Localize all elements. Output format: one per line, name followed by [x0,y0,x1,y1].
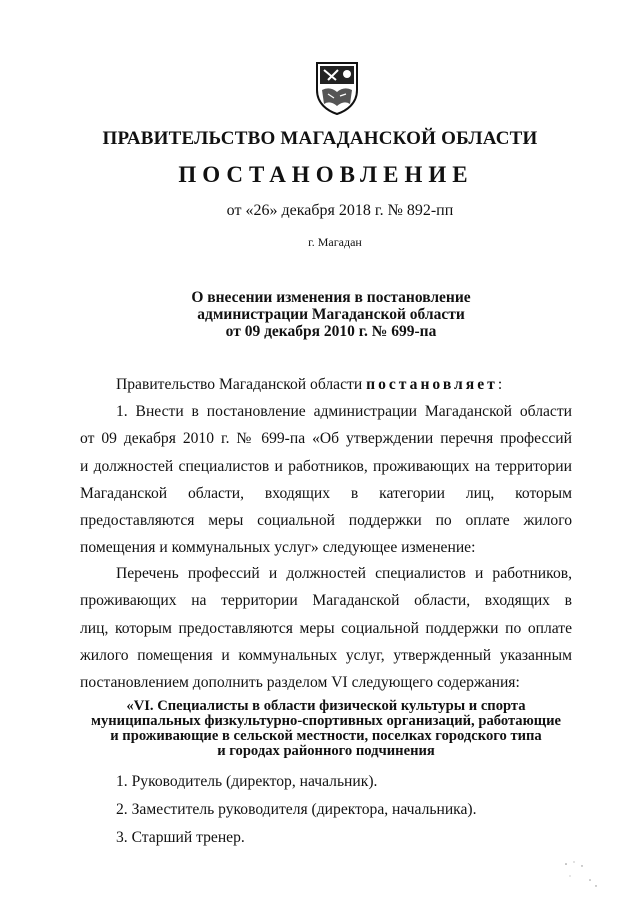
section-heading-line: муниципальных физкультурно-спортивных организаций, работающие [91,713,561,729]
document-subject [0,289,640,340]
subject-line: от 09 декабря 2010 г. № 699-па [225,323,437,340]
paragraph-2 [80,560,572,696]
list-item: 2. Заместитель руководителя (директора, начальника). [116,801,477,818]
government-title: ПРАВИТЕЛЬСТВО МАГАДАНСКОЙ ОБЛАСТИ [102,128,538,149]
paragraph-line: предоставляются меры социальной поддержки по оплате жилого [80,512,572,530]
intro-verb: постановляет [366,376,498,393]
subject-line: О внесении изменения в постановление [191,289,471,306]
paragraph-line: от 09 декабря 2010 г. № 699-па «Об утверждении перечня профессий [80,430,572,448]
paragraph-line: и должностей специалистов и работников, проживающих на территории [80,457,572,475]
date-and-number: от «26» декабря 2018 г. № 892-пп [226,202,454,219]
city-line: г. Магадан [308,235,362,249]
subject-line: администрации Магаданской области [197,306,465,323]
intro-end: : [497,376,503,393]
document-type-title: ПОСТАНОВЛЕНИЕ [178,162,474,187]
paragraph-line: помещения и коммунальных услуг» следующее изменение: [80,539,476,557]
section-heading-line: и проживающие в сельской местности, поселках городского типа [110,728,542,744]
intro-paragraph [80,371,572,398]
paragraph-line: лиц, которым предоставляются меры социальной поддержки по оплате [80,619,572,637]
paragraph-line: Перечень профессий и должностей специалистов и работников, [116,565,572,582]
section-heading-line: «VI. Специалисты в области физической культуры и спорта [126,698,526,714]
coat-of-arms-icon [314,60,360,116]
paragraph-line: проживающих на территории Магаданской области, входящих в [80,592,572,610]
paragraph-line: жилого помещения и коммунальных услуг, утвержденный указанным [80,646,572,664]
section-heading [80,699,572,759]
list-item: 1. Руководитель (директор, начальник). [116,773,378,790]
scan-noise [560,858,600,888]
paragraph-line: Магаданской области, входящих в категории лиц, которым [80,484,572,502]
paragraph-line: постановлением дополнить разделом VI следующего содержания: [80,674,520,692]
intro-lead: Правительство Магаданской области [116,376,367,393]
position-list [116,768,477,852]
paragraph-line: 1. Внести в постановление администрации Магаданской области [116,403,572,420]
paragraph-1 [80,398,572,562]
section-heading-line: и городах районного подчинения [217,743,435,759]
list-item: 3. Старший тренер. [116,829,245,846]
